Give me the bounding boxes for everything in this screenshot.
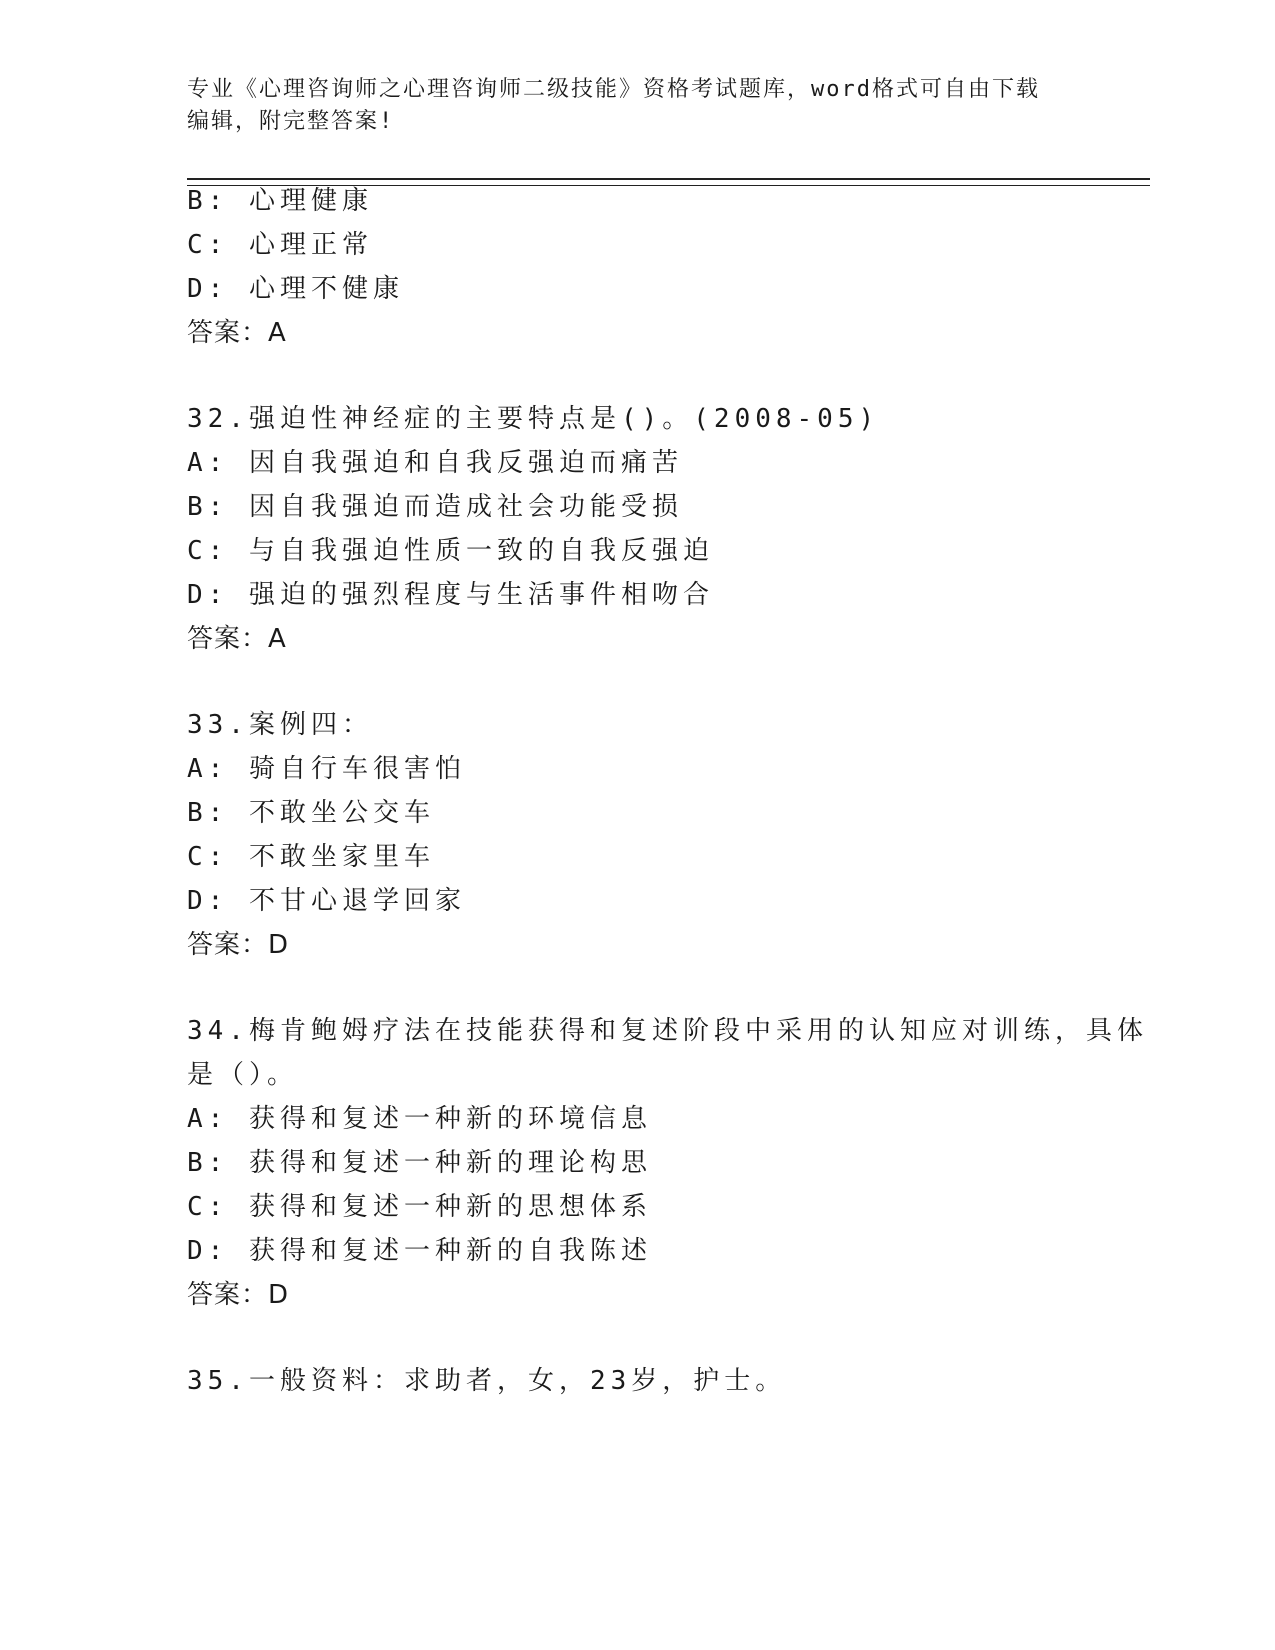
q33-answer: 答案：D — [187, 930, 290, 960]
q33-option-a: A: 骑自行车很害怕 — [187, 754, 466, 784]
q34-option-d: D: 获得和复述一种新的自我陈述 — [187, 1236, 652, 1266]
q33-option-d: D: 不甘心退学回家 — [187, 886, 466, 916]
q32-answer: 答案：A — [187, 624, 287, 654]
q32-option-c: C: 与自我强迫性质一致的自我反强迫 — [187, 536, 714, 566]
q33-question: 33.案例四： — [187, 710, 373, 740]
q31-option-d: D: 心理不健康 — [187, 274, 404, 304]
q32-question: 32.强迫性神经症的主要特点是()。(2008-05) — [187, 404, 880, 434]
q33-option-c: C: 不敢坐家里车 — [187, 842, 435, 872]
q34-question-line-2: 是（）。 — [187, 1060, 299, 1090]
q34-option-a: A: 获得和复述一种新的环境信息 — [187, 1104, 652, 1134]
q32-option-b: B: 因自我强迫而造成社会功能受损 — [187, 492, 683, 522]
q31-option-b: B: 心理健康 — [187, 186, 373, 216]
q31-option-c: C: 心理正常 — [187, 230, 373, 260]
header-line-1: 专业《心理咨询师之心理咨询师二级技能》资格考试题库，word格式可自由下载 — [187, 77, 1040, 102]
q32-option-d: D: 强迫的强烈程度与生活事件相吻合 — [187, 580, 714, 610]
document-header — [187, 74, 1087, 138]
q34-option-b: B: 获得和复述一种新的理论构思 — [187, 1148, 652, 1178]
header-line-2: 编辑，附完整答案! — [187, 109, 395, 134]
q34-option-c: C: 获得和复述一种新的思想体系 — [187, 1192, 652, 1222]
q34-answer: 答案：D — [187, 1280, 290, 1310]
q32-option-a: A: 因自我强迫和自我反强迫而痛苦 — [187, 448, 683, 478]
q33-option-b: B: 不敢坐公交车 — [187, 798, 435, 828]
q34-question-line-1: 34.梅肯鲍姆疗法在技能获得和复述阶段中采用的认知应对训练，具体 — [187, 1016, 1148, 1046]
q35-question: 35.一般资料：求助者，女，23岁，护士。 — [187, 1366, 787, 1396]
q31-answer: 答案：A — [187, 318, 287, 348]
